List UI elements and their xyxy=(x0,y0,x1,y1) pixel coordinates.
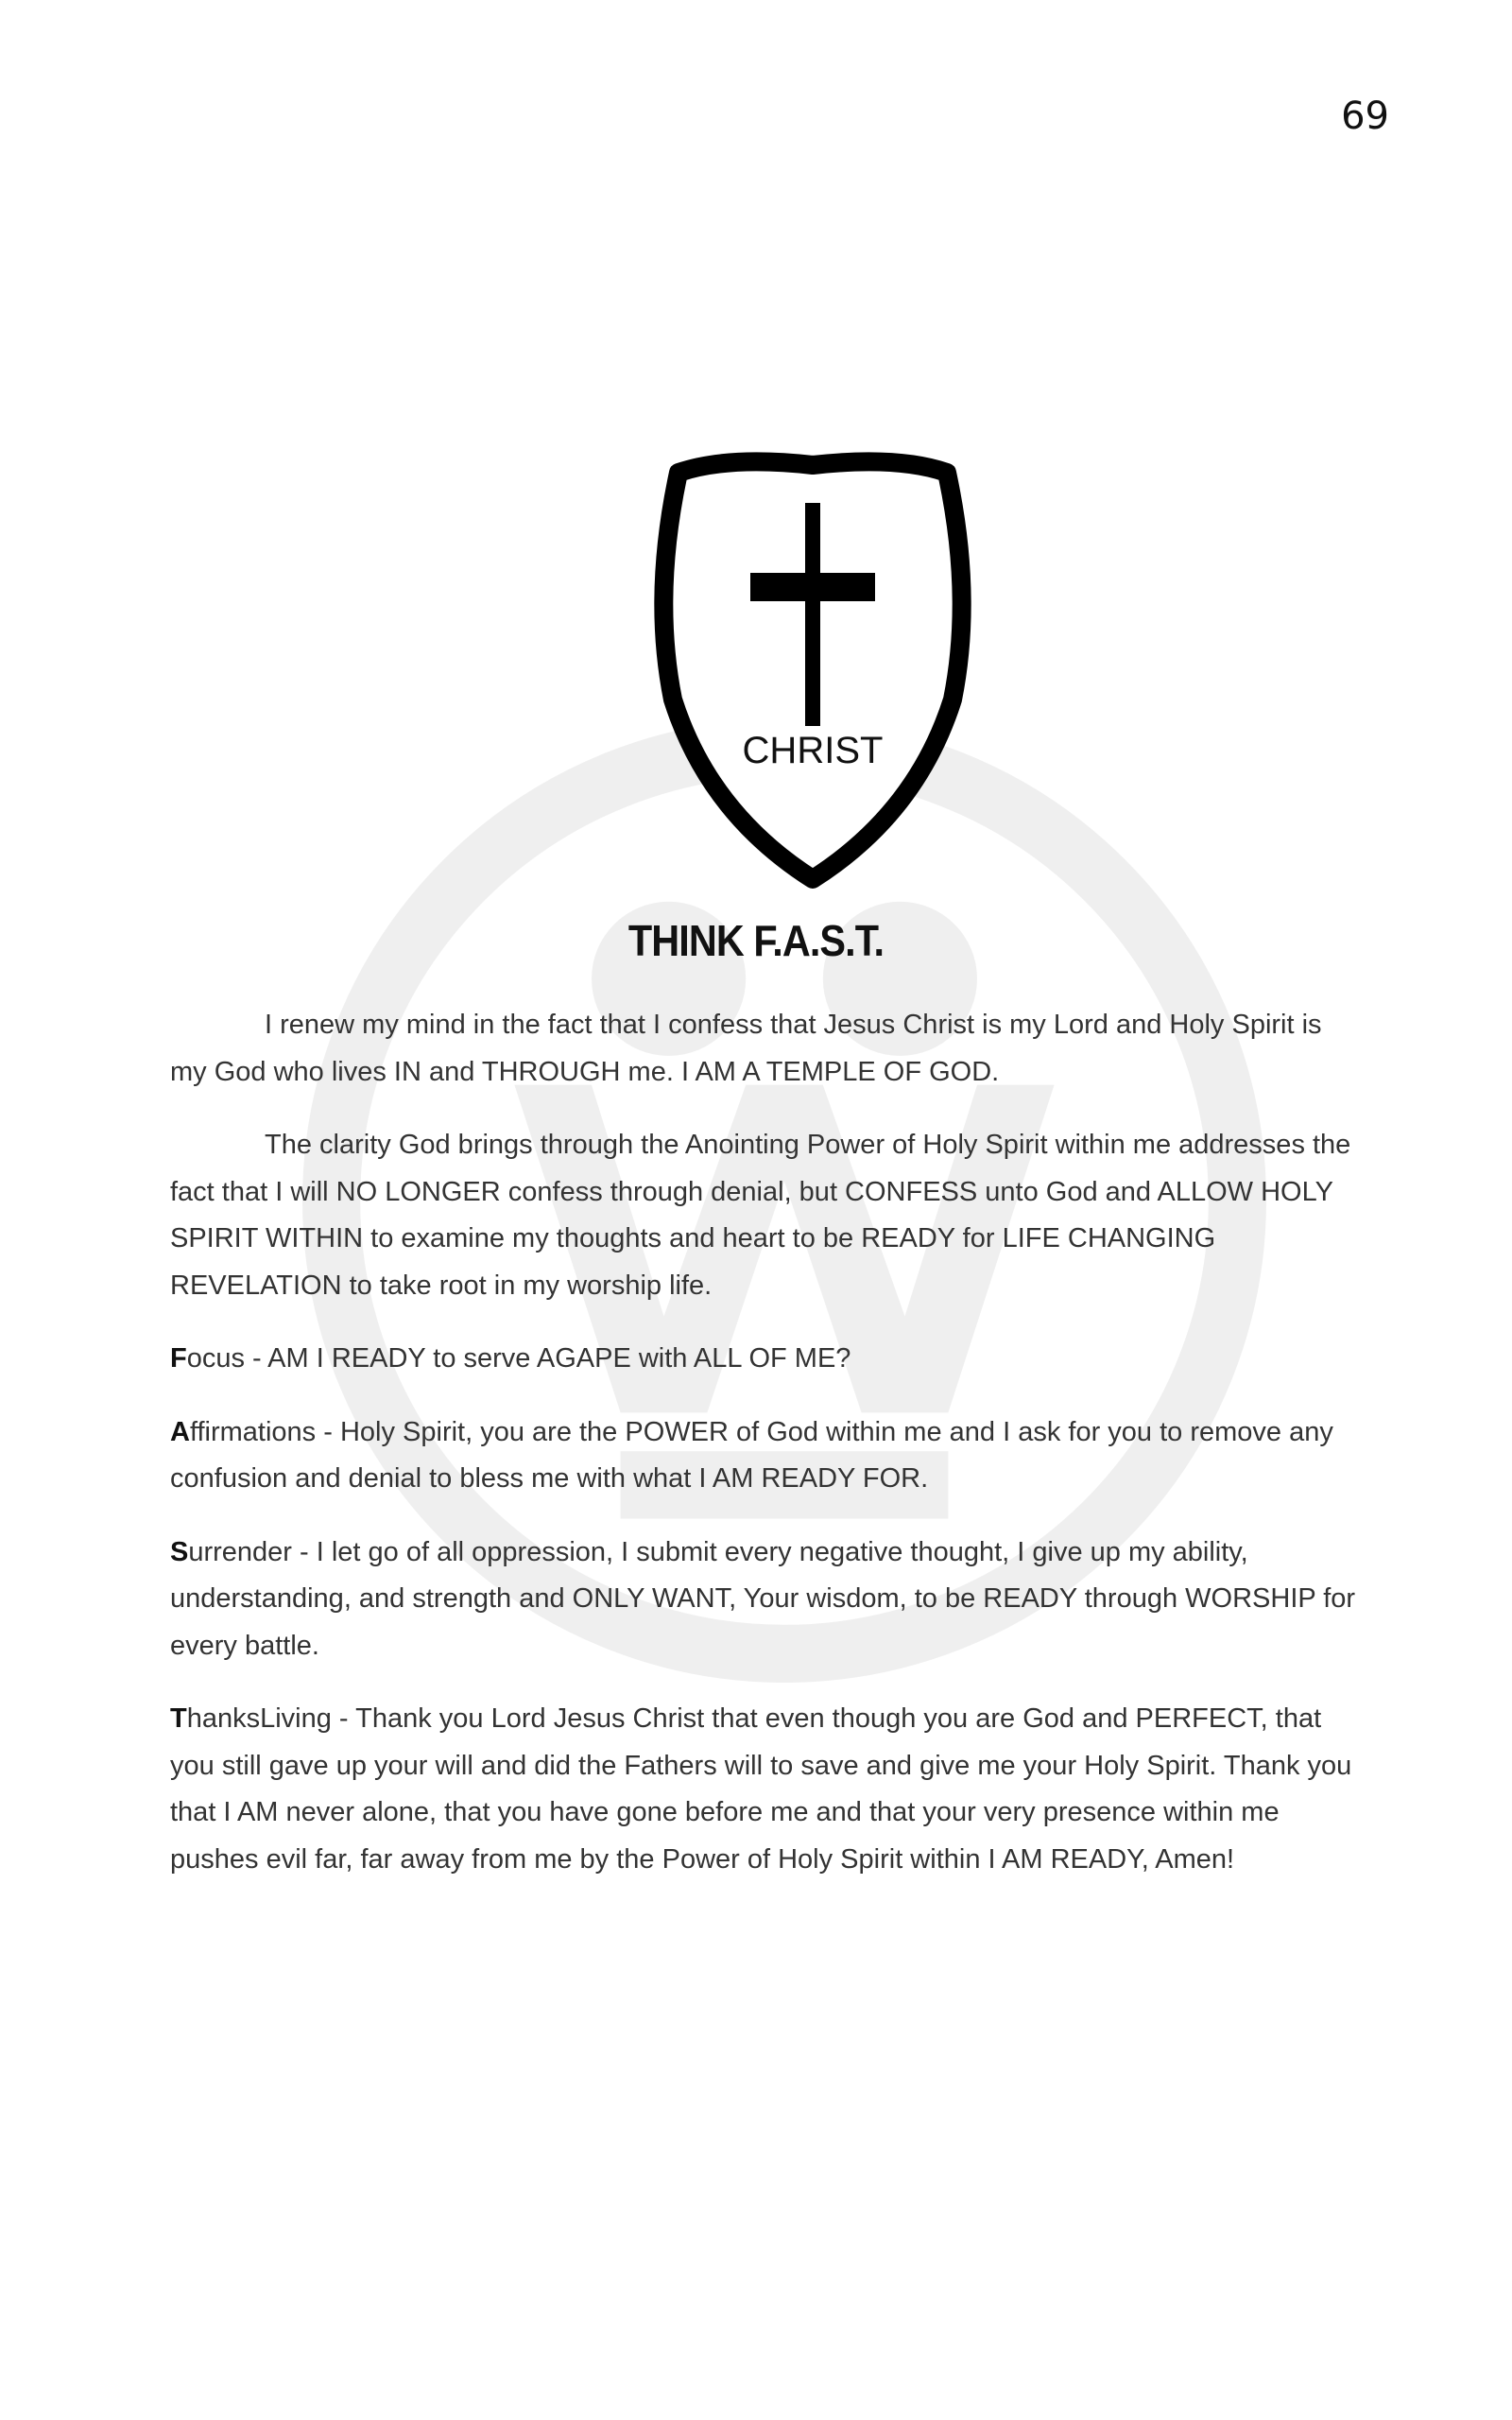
fast-letter-a: A xyxy=(170,1416,190,1447)
shield-cross-icon xyxy=(652,444,973,898)
fast-affirmations-text: ffirmations - Holy Spirit, you are the POWER of God within me and I ask for you to remove any confusion and denial to bless me with what I AM READY FOR. xyxy=(170,1416,1333,1494)
fast-thanksliving xyxy=(170,1696,1366,1883)
fast-letter-f: F xyxy=(170,1343,187,1374)
body-text xyxy=(170,1002,1366,1910)
paragraph-renew: I renew my mind in the fact that I confess that Jesus Christ is my Lord and Holy Spirit is my God who lives IN and THROUGH me. I AM A TEMPLE OF GOD. xyxy=(170,1010,1322,1087)
page-number: 69 xyxy=(1341,95,1389,138)
page-title: THINK F.A.S.T. xyxy=(627,916,885,965)
fast-letter-s: S xyxy=(170,1536,189,1567)
fast-focus xyxy=(170,1336,1366,1383)
fast-surrender xyxy=(170,1530,1366,1670)
paragraph-clarity: The clarity God brings through the Anointing Power of Holy Spirit within me addresses the fact that I will NO LONGER confess through denial, but CONFESS unto God and ALLOW HOLY SPIRIT WITHIN to examine my thoughts and heart to be READY for LIFE CHANGING REVELATION to take root in my worship life. xyxy=(170,1130,1351,1301)
fast-letter-t: T xyxy=(170,1703,187,1734)
christ-shield-emblem xyxy=(652,444,973,898)
fast-surrender-text: urrender - I let go of all oppression, I submit every negative thought, I give up my ability, understanding, and strength and ONLY WANT, Your wisdom, to be READY through WORSHIP for every battle. xyxy=(170,1536,1356,1661)
fast-thanksliving-text: hanksLiving - Thank you Lord Jesus Christ that even though you are God and PERFECT, that you still gave up your will and did the Fathers will to save and give me your Holy Spirit. Thank you that I AM never alone, that you have gone before me and that your very presence within me pushes evil far, far away from me by the Power of Holy Spirit within I AM READY, Amen! xyxy=(170,1703,1352,1875)
emblem-label: CHRIST xyxy=(742,730,884,771)
fast-focus-text: ocus - AM I READY to serve AGAPE with ALL OF ME? xyxy=(186,1343,851,1374)
fast-affirmations xyxy=(170,1409,1366,1503)
